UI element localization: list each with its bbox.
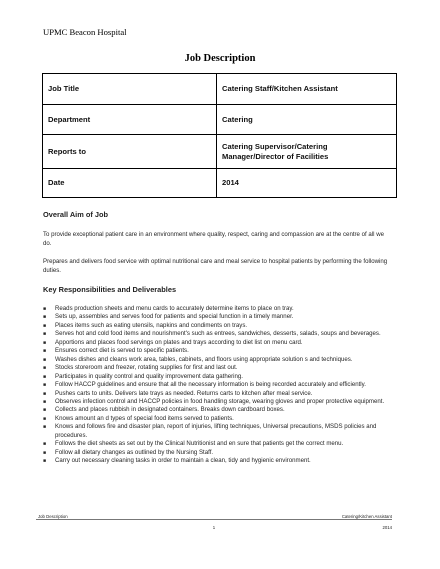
list-item: ■ Knows amount an d types of special food items served to patients. [43, 414, 234, 422]
list-item: ■ Apportions and places food servings on plates and trays according to diet list on menu card. [43, 338, 303, 346]
list-item: ■ Washes dishes and cleans work area, tables, cabinets, and floors using appropriate solution s and techniques. [43, 355, 353, 363]
job-title-label: Job Title [43, 74, 217, 105]
table-row [43, 74, 397, 105]
department-value: Catering [217, 105, 397, 135]
list-item: ■ Carry out necessary cleaning tasks in order to maintain a clean, tidy and hygienic environment. [43, 457, 311, 465]
bullet-icon: ■ [43, 314, 47, 321]
bullet-icon: ■ [43, 365, 47, 372]
bullet-icon: ■ [43, 306, 47, 312]
footer-right: Catering/Kitchen Assistant [341, 514, 392, 519]
list-item: ■ Pushes carts to units. Delivers late trays as needed. Returns carts to kitchen after meal service. [43, 389, 313, 397]
reports-to-label: Reports to [43, 135, 217, 169]
table-row [43, 135, 397, 169]
list-item: ■ Follow HACCP guidelines and ensure that all the necessary information is being recorded accurately and efficiently. [43, 381, 366, 389]
bullet-icon: ■ [43, 356, 47, 363]
list-item: ■ Ensures correct diet is served to specific patients. [43, 347, 189, 355]
footer-year: 2014 [382, 525, 392, 530]
job-info-table [42, 73, 397, 198]
list-item: ■ Follows the diet sheets as set out by the Clinical Nutritionist and en sure that patients get the correct menu. [43, 440, 344, 448]
aim-paragraph: Prepares and delivers food service with optimal nutritional care and meal service to hospital patients by performing the following duties. [43, 258, 388, 274]
list-item: ■ Sets up, assembles and serves food for patients and special function in a timely manner. [43, 313, 294, 321]
list-item: ■ Reads production sheets and menu cards to accurately determine items to place on tray. [43, 305, 294, 312]
bullet-icon: ■ [43, 382, 47, 389]
document-title: Job Description [184, 53, 256, 64]
job-title-value: Catering Staff/Kitchen Assistant [217, 74, 397, 105]
aim-paragraph: To provide exceptional patient care in an environment where quality, respect, caring and compassion are at the centre of all we do. [43, 231, 384, 247]
bullet-icon: ■ [43, 398, 47, 405]
bullet-icon: ■ [43, 339, 47, 346]
bullet-icon: ■ [43, 449, 47, 456]
list-item: ■ Observes infection control and HACCP policies in food handling storage, wearing gloves and proper protective equipment. [43, 397, 385, 405]
department-label: Department [43, 105, 217, 135]
list-item: ■ Collects and places rubbish in designated containers. Breaks down cardboard boxes. [43, 406, 285, 414]
footer-divider [36, 519, 392, 520]
list-item: ■ Participates in quality control and quality improvement data gathering. [43, 372, 243, 380]
bullet-icon: ■ [43, 373, 47, 380]
list-item: ■ Stocks storeroom and freezer, rotating supplies for first and last out. [43, 364, 238, 372]
bullet-icon: ■ [43, 415, 47, 422]
list-item: ■ Follow all dietary changes as outlined by the Nursing Staff. [43, 448, 214, 456]
date-value: 2014 [217, 169, 397, 198]
bullet-icon: ■ [43, 331, 47, 338]
bullet-icon: ■ [43, 390, 47, 397]
aim-heading: Overall Aim of Job [43, 210, 109, 219]
list-item: ■ Places items such as eating utensils, napkins and condiments on trays. [43, 321, 248, 329]
list-item: ■ Knows and follows fire and disaster plan, report of injuries, lifting techniques, Universal precautions, MSDS policies and procedures. [43, 423, 377, 439]
bullet-icon: ■ [43, 407, 47, 414]
reports-to-value: Catering Supervisor/Catering Manager/Director of Facilities [217, 135, 397, 169]
list-item: ■ Serves hot and cold food items and nourishment's such as entrees, sandwiches, desserts, salads, soups and beverages. [43, 330, 381, 338]
date-label: Date [43, 169, 217, 198]
hospital-name: UPMC Beacon Hospital [43, 27, 127, 37]
bullet-icon: ■ [43, 348, 47, 355]
footer-left: Job Description [38, 514, 68, 519]
table-row [43, 105, 397, 135]
bullet-icon: ■ [43, 458, 47, 465]
responsibilities-list [43, 305, 393, 466]
page-number: 1 [212, 525, 216, 530]
bullet-icon: ■ [43, 441, 47, 448]
responsibilities-heading: Key Responsibilities and Deliverables [43, 285, 177, 294]
bullet-icon: ■ [43, 322, 47, 329]
table-row [43, 169, 397, 198]
bullet-icon: ■ [43, 424, 47, 431]
